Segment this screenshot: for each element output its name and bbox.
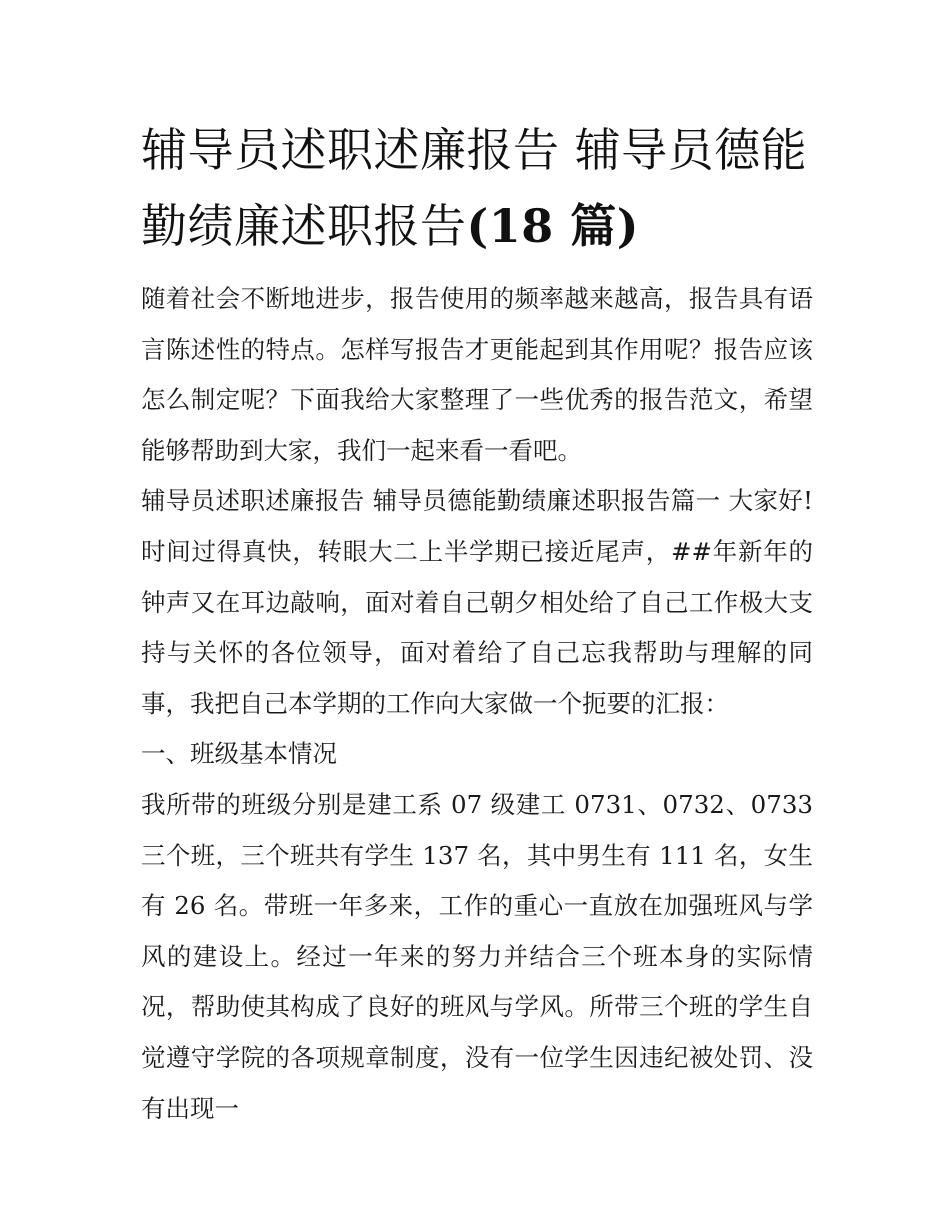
document-title	[141, 112, 813, 264]
document-title-main: 辅导员述职述廉报告 辅导员德能勤绩廉述职报告	[141, 123, 808, 253]
section-heading: 一、班级基本情况	[141, 739, 337, 769]
opening-paragraph: 辅导员述职述廉报告 辅导员德能勤绩廉述职报告篇一 大家好!时间过得真快，转眼大二上半学期已接近尾声，##年新年的钟声又在耳边敲响，面对着自己朝夕相处给了自己工作极大支持与关怀的各位领导，面对着给了自己忘我帮助与理解的同事，我把自己本学期的工作向大家做一个扼要的汇报：	[141, 486, 813, 718]
document-title-suffix: (18 篇)	[466, 199, 640, 253]
intro-paragraph: 随着社会不断地进步，报告使用的频率越来越高，报告具有语言陈述性的特点。怎样写报告才更能起到其作用呢？报告应该怎么制定呢？下面我给大家整理了一些优秀的报告范文，希望能够帮助到大家，我们一起来看一看吧。	[141, 284, 813, 465]
class-overview-paragraph: 我所带的班级分别是建工系 07 级建工 0731、0732、0733 三个班，三个班共有学生 137 名，其中男生有 111 名，女生有 26 名。带班一年多来，工作的重心一直放在加强班风与学风的建设上。经过一年来的努力并结合三个班本身的实际情况，帮助使其构成了良好的班风与学风。所带三个班的学生自觉遵守学院的各项规章制度，没有一位学生因违纪被处罚、没有出现一	[141, 789, 813, 1123]
document-body	[141, 112, 813, 1134]
